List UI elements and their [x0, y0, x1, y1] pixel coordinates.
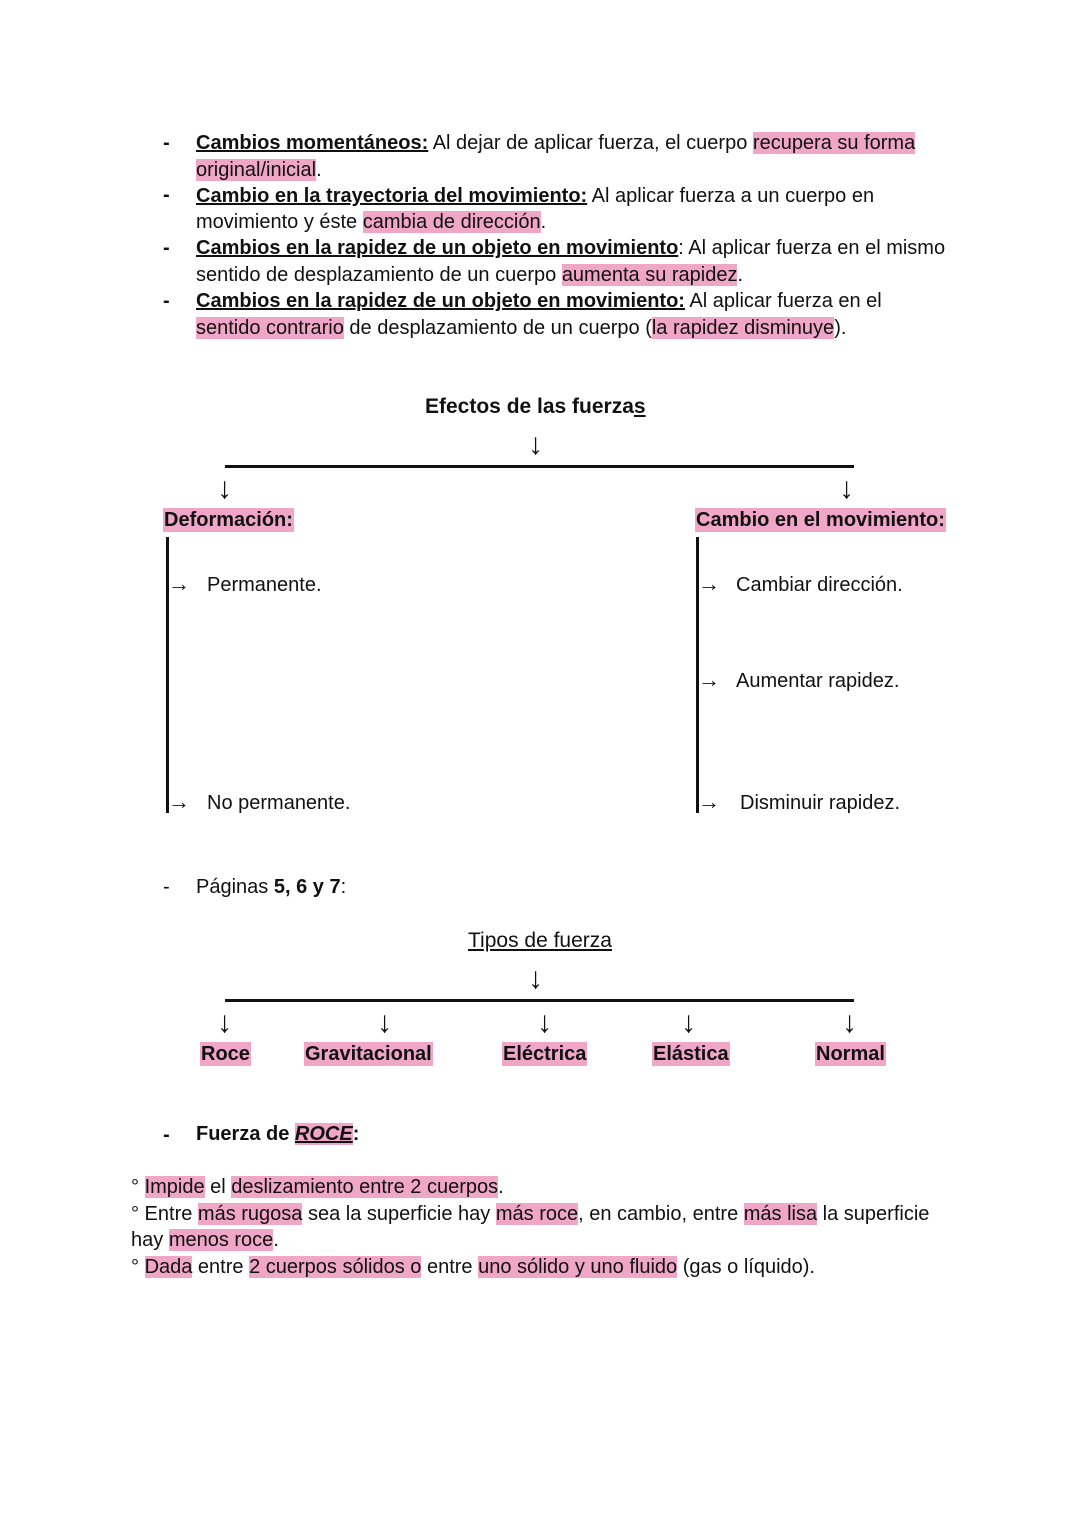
- bullet-1-highlight-b: original/inicial: [196, 159, 317, 181]
- force-type-label: Elástica: [653, 1043, 729, 1065]
- arrow-right-icon: →: [168, 571, 190, 596]
- bullet-4-end: ).: [834, 317, 847, 339]
- roce-highlight: uno sólido y uno fluido: [478, 1256, 678, 1278]
- deformation-label: Deformación:: [164, 509, 293, 531]
- roce-highlight: más lisa: [743, 1203, 818, 1225]
- bullet-1-end: .: [316, 159, 322, 181]
- effects-branch-line: [225, 465, 854, 468]
- roce-note-2-cont: [131, 1227, 279, 1253]
- bullet-4-line-1: [196, 288, 882, 314]
- bullet-4-text-2: de desplazamiento de un cuerpo (: [343, 317, 652, 339]
- pages-suffix: :: [340, 876, 347, 898]
- bullet-dash: -: [163, 290, 170, 312]
- deformation-item: Permanente.: [207, 574, 322, 596]
- roce-text: , en cambio, entre: [578, 1203, 744, 1225]
- roce-text: hay: [131, 1229, 169, 1251]
- arrow-down-icon: ↓: [217, 1006, 232, 1039]
- bullet-3-highlight: aumenta su rapidez: [561, 264, 738, 286]
- force-type-label: Normal: [816, 1043, 885, 1065]
- roce-text: .: [498, 1176, 504, 1198]
- roce-degree: °: [131, 1176, 145, 1198]
- bullet-3-text: : Al aplicar fuerza en el mismo: [678, 237, 946, 259]
- roce-highlight: Impide: [144, 1176, 205, 1198]
- roce-highlight: menos roce: [168, 1229, 274, 1251]
- arrow-down-icon: ↓: [528, 428, 543, 461]
- types-title: Tipos de fuerza: [468, 929, 612, 952]
- roce-note-2: [131, 1201, 929, 1227]
- bullet-1-highlight-a: recupera su forma: [752, 132, 916, 154]
- bullet-1-line-1: [196, 130, 915, 156]
- bullet-dash: -: [163, 1124, 170, 1146]
- bullet-2-title: Cambio en la trayectoria del movimiento:: [196, 185, 588, 207]
- roce-text: la superficie: [817, 1203, 930, 1225]
- bullet-dash: -: [163, 876, 170, 898]
- effects-title-text: Efectos de las fuerza: [425, 395, 634, 418]
- roce-note-1: [131, 1174, 504, 1200]
- arrow-right-icon: →: [698, 789, 720, 814]
- roce-highlight: 2 cuerpos sólidos o: [249, 1256, 422, 1278]
- arrow-down-icon: ↓: [217, 472, 232, 505]
- roce-text: el: [204, 1176, 232, 1198]
- bullet-2-line-1: [196, 183, 874, 209]
- bullet-1-text: Al dejar de aplicar fuerza, el cuerpo: [428, 132, 753, 154]
- arrow-right-icon: →: [168, 789, 190, 814]
- motion-change-label: Cambio en el movimiento:: [696, 509, 945, 531]
- arrow-down-icon: ↓: [377, 1006, 392, 1039]
- roce-highlight: más roce: [495, 1203, 579, 1225]
- roce-note-3: [131, 1254, 815, 1280]
- roce-text: (gas o líquido).: [677, 1256, 816, 1278]
- roce-highlight: Dada: [144, 1256, 193, 1278]
- roce-text: entre: [192, 1256, 250, 1278]
- roce-text: sea la superficie hay: [302, 1203, 496, 1225]
- roce-text: .: [273, 1229, 279, 1251]
- bullet-dash: -: [163, 184, 170, 206]
- pages-numbers: 5, 6 y 7: [273, 876, 341, 898]
- bullet-2-highlight: cambia de dirección: [362, 211, 541, 233]
- arrow-right-icon: →: [698, 667, 720, 692]
- arrow-right-icon: →: [698, 571, 720, 596]
- bullet-4-title: Cambios en la rapidez de un objeto en movimiento:: [196, 290, 685, 312]
- bullet-4-highlight-a: sentido contrario: [196, 317, 344, 339]
- bullet-1-title: Cambios momentáneos:: [196, 132, 429, 154]
- bullet-3-line-2: [196, 262, 743, 288]
- roce-heading-suffix: :: [352, 1123, 360, 1145]
- bullet-3-title: Cambios en la rapidez de un objeto en movimiento: [196, 237, 679, 259]
- roce-heading: [196, 1121, 359, 1147]
- roce-highlight: deslizamiento entre 2 cuerpos: [231, 1176, 499, 1198]
- bullet-dash: -: [163, 237, 170, 259]
- bullet-4-line-2: [196, 315, 846, 341]
- force-type-label: Gravitacional: [305, 1043, 432, 1065]
- bullet-3-text-2: sentido de desplazamiento de un cuerpo: [196, 264, 562, 286]
- roce-highlight: más rugosa: [197, 1203, 303, 1225]
- bullet-2-end: .: [540, 211, 547, 233]
- force-type-label: Eléctrica: [503, 1043, 587, 1065]
- arrow-down-icon: ↓: [537, 1006, 552, 1039]
- roce-heading-prefix: Fuerza de: [196, 1123, 295, 1145]
- roce-degree: °: [131, 1256, 145, 1278]
- effects-title-last: s: [633, 395, 646, 418]
- force-type-label: Roce: [201, 1043, 250, 1065]
- pages-reference: [196, 874, 346, 900]
- motion-item: Disminuir rapidez.: [740, 792, 901, 814]
- bullet-dash: -: [163, 132, 170, 154]
- roce-keyword: ROCE: [294, 1123, 353, 1145]
- deformation-item: No permanente.: [207, 792, 351, 814]
- bullet-4-text: Al aplicar fuerza en el: [684, 290, 882, 312]
- roce-text: entre: [421, 1256, 479, 1278]
- bullet-3-line-1: [196, 235, 945, 261]
- bullet-2-line-2: [196, 209, 546, 235]
- pages-prefix: Páginas: [196, 876, 274, 898]
- effects-title: [425, 395, 646, 419]
- arrow-down-icon: ↓: [839, 472, 854, 505]
- bullet-2-text-2: movimiento y éste: [196, 211, 363, 233]
- bullet-4-highlight-b: la rapidez disminuye: [651, 317, 835, 339]
- bullet-1-line-2: [196, 157, 322, 183]
- bullet-3-end: .: [737, 264, 744, 286]
- types-branch-line: [225, 999, 854, 1002]
- motion-item: Aumentar rapidez.: [736, 670, 900, 692]
- arrow-down-icon: ↓: [842, 1006, 857, 1039]
- bullet-2-text: Al aplicar fuerza a un cuerpo en: [587, 185, 875, 207]
- roce-text: ° Entre: [131, 1203, 198, 1225]
- arrow-down-icon: ↓: [681, 1006, 696, 1039]
- arrow-down-icon: ↓: [528, 962, 543, 995]
- motion-item: Cambiar dirección.: [736, 574, 903, 596]
